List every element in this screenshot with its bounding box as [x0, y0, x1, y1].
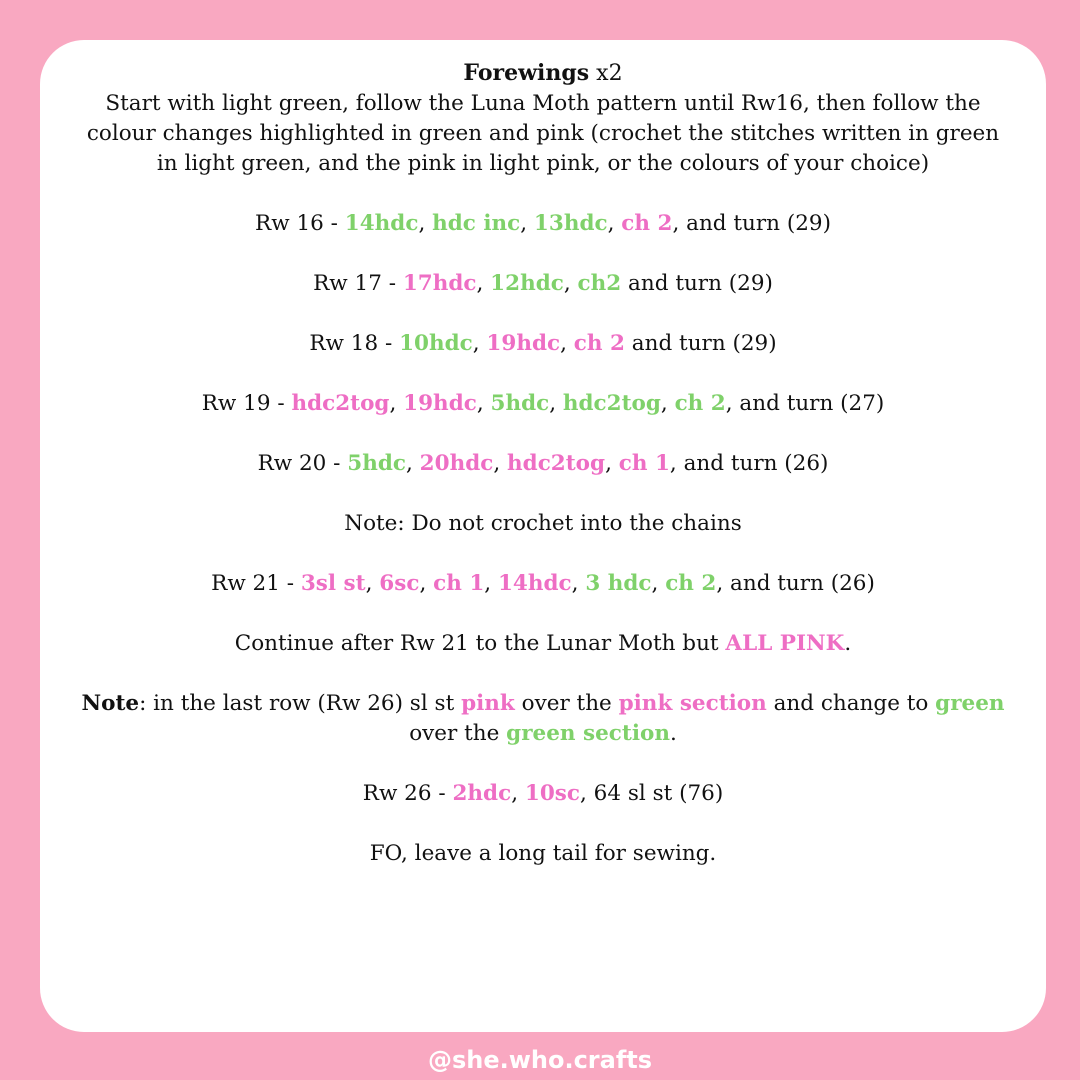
title-bold: Forewings: [463, 60, 590, 86]
row-text: and change to: [766, 691, 936, 716]
row-text: Note: [81, 691, 140, 716]
row-text: Rw 21 -: [211, 571, 301, 596]
pink-stitch: 3sl st: [300, 571, 366, 596]
intro-paragraph: Start with light green, follow the Luna Moth pattern until Rw16, then follow the colour changes highlighted in green and pink (crochet the stitches written in green in light green, and the pink in light pink, or the colours of your choice): [86, 91, 1000, 176]
pattern-row-note-chains: [40, 509, 1046, 539]
row-text: over the: [514, 691, 619, 716]
green-stitch: green section: [506, 721, 670, 746]
green-stitch: ch 2: [674, 391, 726, 416]
row-text: ,: [520, 211, 534, 236]
row-text: Rw 26 -: [362, 781, 453, 806]
row-text: ,: [476, 391, 491, 416]
row-text: Note: Do not crochet into the chains: [344, 511, 742, 536]
green-stitch: 3 hdc: [585, 571, 652, 596]
row-text: , and turn (27): [725, 391, 885, 416]
pink-stitch: 19hdc: [403, 391, 477, 416]
green-stitch: 13hdc: [533, 211, 608, 236]
pattern-row-rw17: [40, 269, 1046, 299]
row-text: ,: [511, 781, 525, 806]
pink-stitch: hdc2tog: [507, 451, 606, 476]
green-stitch: ch 2: [665, 571, 717, 596]
pattern-row-note-last-2: [40, 719, 1046, 749]
row-text: .: [844, 631, 852, 656]
pink-stitch: hdc2tog: [291, 391, 390, 416]
row-text: ,: [493, 451, 508, 476]
row-text: over the: [409, 721, 507, 746]
row-text: Rw 17 -: [313, 271, 403, 296]
row-text: ,: [419, 571, 434, 596]
row-text: ,: [571, 571, 586, 596]
green-stitch: ch2: [577, 271, 622, 296]
row-text: , and turn (26): [669, 451, 829, 476]
row-text: , and turn (29): [672, 211, 831, 236]
row-text: ,: [651, 571, 666, 596]
pink-stitch: ch 2: [573, 331, 625, 356]
pink-stitch: ch 1: [618, 451, 670, 476]
green-stitch: 14hdc: [344, 211, 419, 236]
pattern-row-note-last-1: [40, 689, 1046, 719]
pattern-card: [40, 40, 1046, 1032]
row-text: , 64 sl st (76): [579, 781, 724, 806]
row-text: ,: [549, 391, 563, 416]
green-stitch: 10hdc: [399, 331, 473, 356]
row-text: ,: [607, 211, 622, 236]
row-text: ,: [365, 571, 380, 596]
pink-stitch: 14hdc: [497, 571, 572, 596]
pink-stitch: pink section: [618, 691, 767, 716]
pink-stitch: 19hdc: [486, 331, 561, 356]
green-stitch: 5hdc: [490, 391, 550, 416]
row-text: Rw 18 -: [309, 331, 400, 356]
pink-stitch: 17hdc: [402, 271, 477, 296]
pink-stitch: ch 2: [621, 211, 673, 236]
row-text: ,: [406, 451, 420, 476]
green-stitch: hdc inc: [432, 211, 521, 236]
pink-stitch: 10sc: [524, 781, 580, 806]
pattern-row-fo: [40, 839, 1046, 869]
pink-stitch: 20hdc: [419, 451, 494, 476]
pink-stitch: ALL PINK: [725, 631, 845, 656]
row-text: and turn (29): [624, 331, 777, 356]
pattern-row-continue: [40, 629, 1046, 659]
row-text: ,: [472, 331, 487, 356]
row-text: : in the last row (Rw 26) sl st: [139, 691, 462, 716]
row-text: .: [669, 721, 677, 746]
pink-stitch: ch 1: [433, 571, 485, 596]
row-text: ,: [605, 451, 619, 476]
pattern-row-rw20: [40, 449, 1046, 479]
row-text: FO, leave a long tail for sewing.: [369, 841, 717, 866]
row-text: , and turn (26): [716, 571, 875, 596]
row-text: ,: [660, 391, 675, 416]
row-text: ,: [389, 391, 404, 416]
row-text: ,: [484, 571, 498, 596]
row-text: and turn (29): [621, 271, 773, 296]
row-text: ,: [560, 331, 574, 356]
section-title: [40, 58, 1046, 89]
pattern-rows: [40, 209, 1046, 869]
green-stitch: green: [935, 691, 1005, 716]
row-text: Rw 20 -: [257, 451, 348, 476]
pink-stitch: 6sc: [379, 571, 420, 596]
creator-handle: @she.who.crafts: [427, 1046, 653, 1074]
title-suffix: x2: [589, 61, 623, 86]
pink-stitch: pink: [461, 691, 515, 716]
row-text: Rw 16 -: [255, 211, 345, 236]
green-stitch: 12hdc: [490, 271, 564, 296]
pattern-row-rw18: [40, 329, 1046, 359]
pink-stitch: 2hdc: [452, 781, 512, 806]
pattern-row-rw26: [40, 779, 1046, 809]
pattern-row-rw19: [40, 389, 1046, 419]
pattern-row-rw16: [40, 209, 1046, 239]
row-text: ,: [476, 271, 491, 296]
green-stitch: 5hdc: [347, 451, 406, 476]
row-text: ,: [418, 211, 433, 236]
green-stitch: hdc2tog: [562, 391, 661, 416]
row-text: Rw 19 -: [201, 391, 292, 416]
row-text: Continue after Rw 21 to the Lunar Moth but: [234, 631, 726, 656]
pattern-row-rw21: [40, 569, 1046, 599]
row-text: ,: [563, 271, 578, 296]
